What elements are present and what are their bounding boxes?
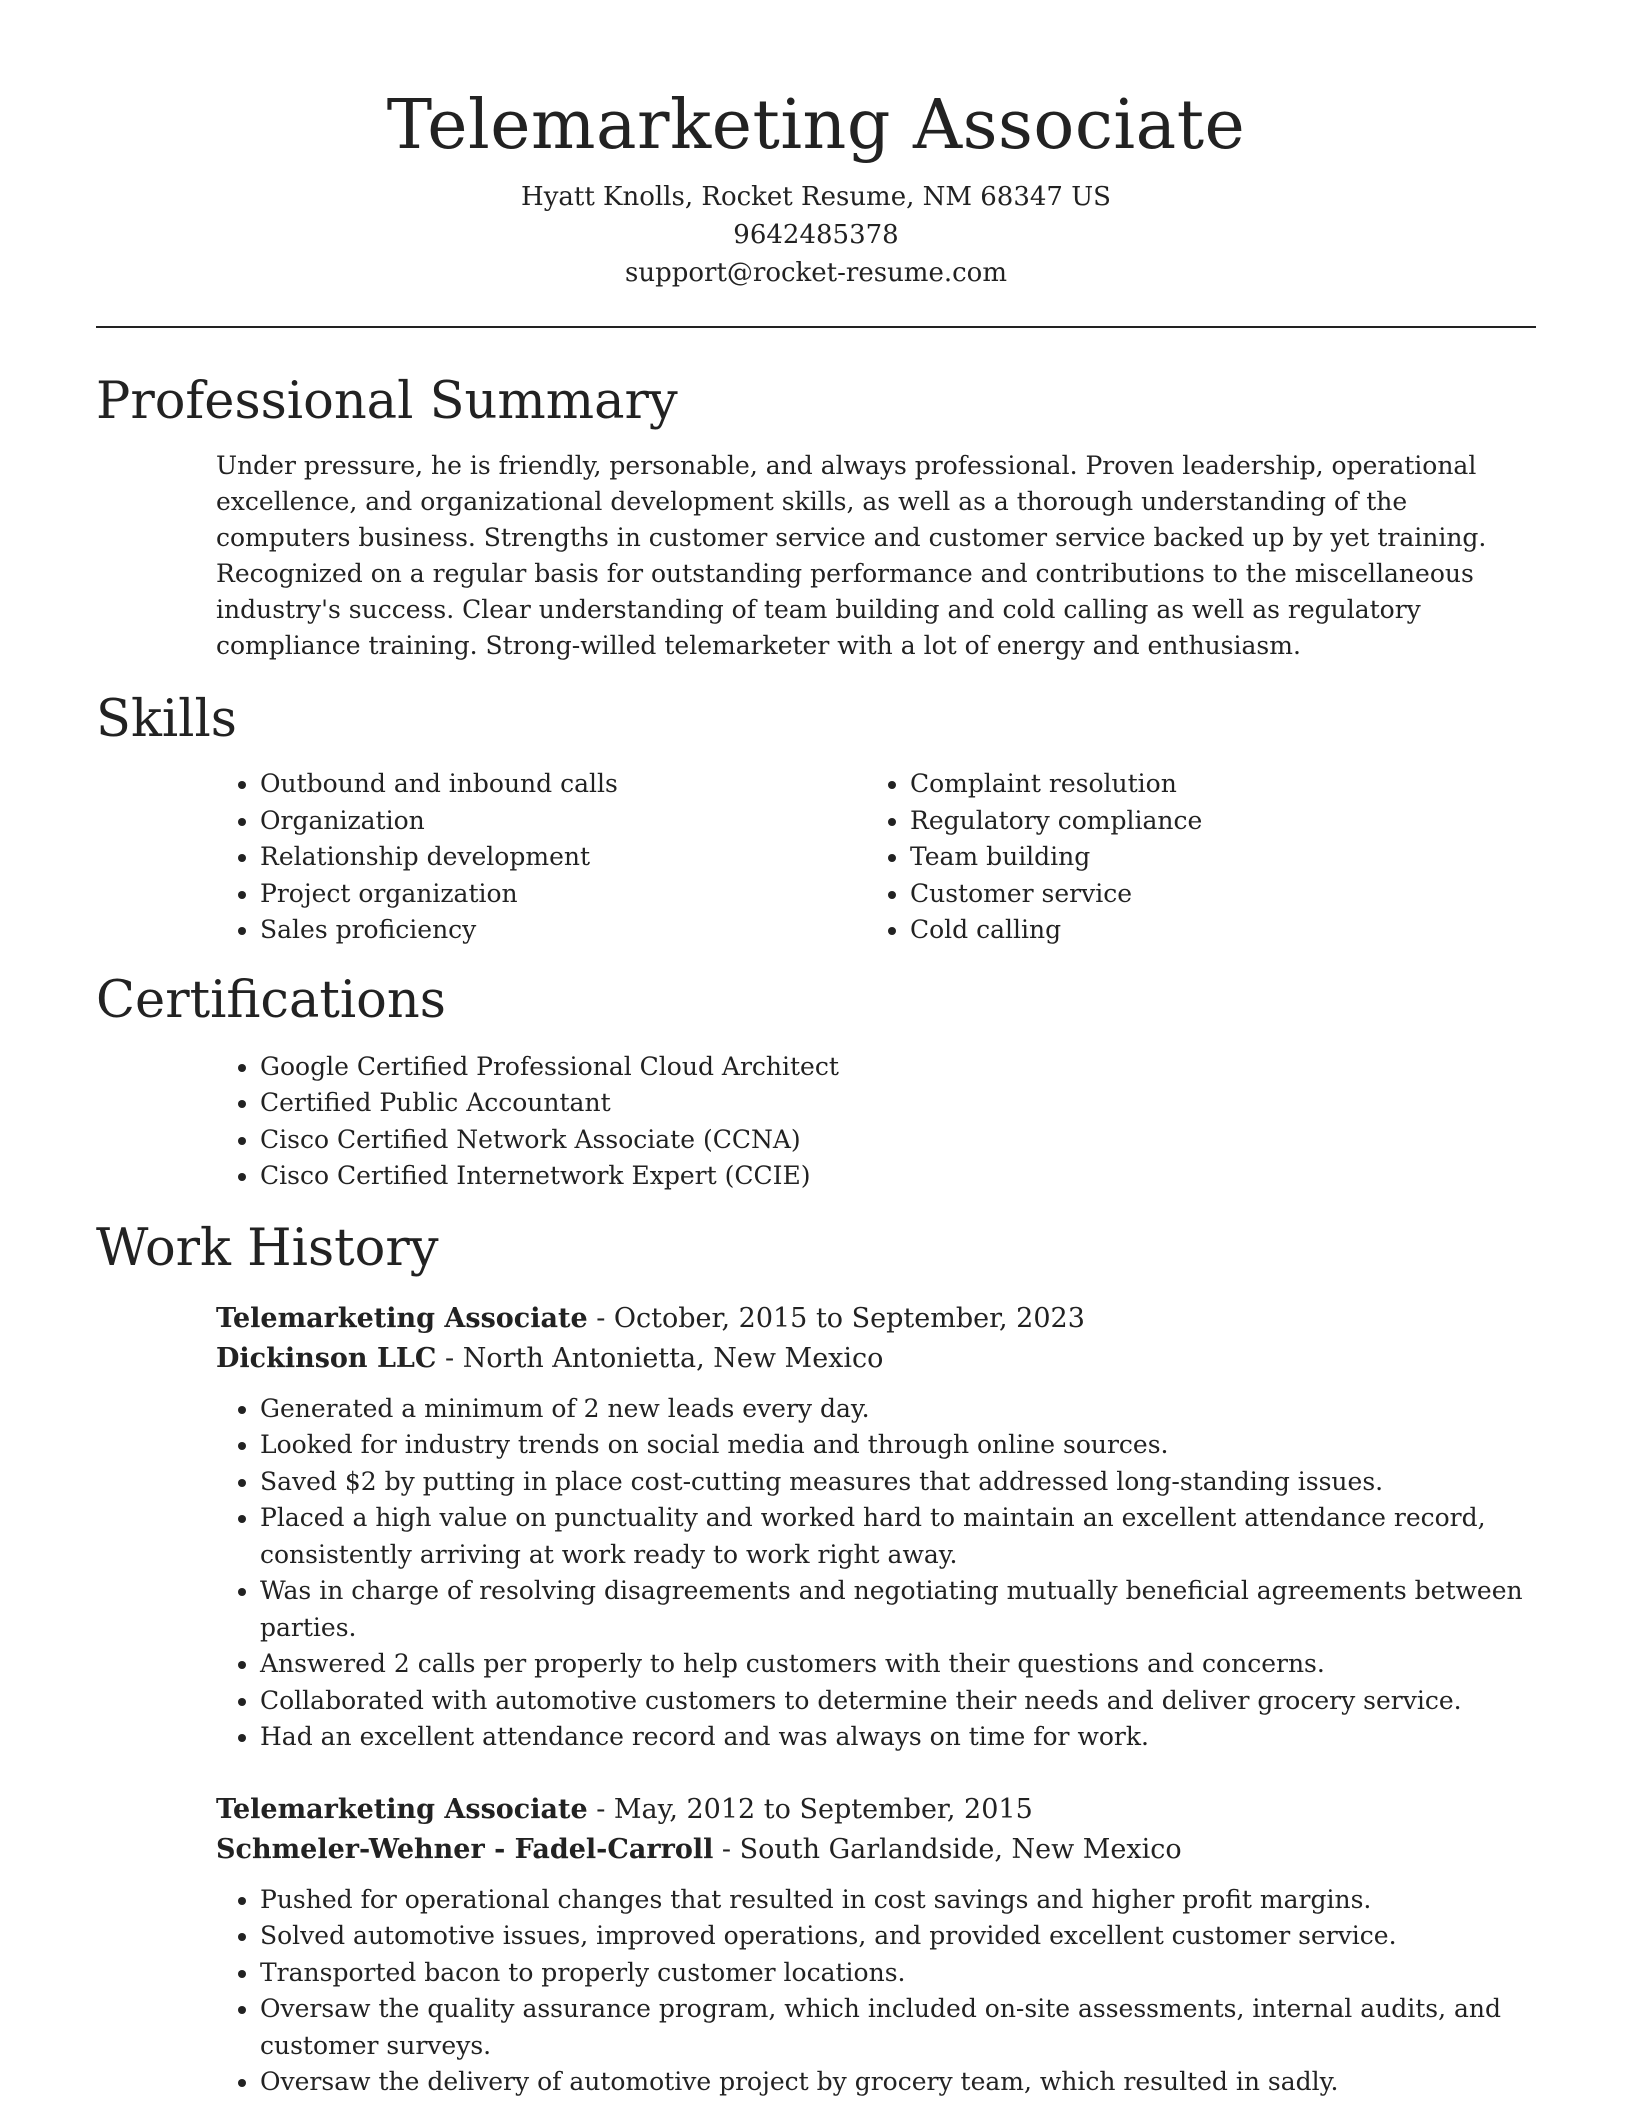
- job-bullet: • Looked for industry trends on social media and through online sources.: [260, 1427, 1536, 1464]
- job-entry: [216, 1790, 1536, 2101]
- contact-address: Hyatt Knolls, Rocket Resume, NM 68347 US: [521, 182, 1111, 212]
- skills-grid: [216, 766, 1536, 949]
- contact-phone: 9642485378: [733, 220, 899, 250]
- work-history-section: [96, 1217, 1536, 2101]
- job-location: - North Antonietta, New Mexico: [436, 1342, 884, 1374]
- job-dates: - May, 2012 to September, 2015: [587, 1793, 1033, 1825]
- job-bullet: • Solved automotive issues, improved operations, and provided excellent customer service.: [260, 1918, 1536, 1955]
- resume-page: [96, 0, 1536, 2101]
- skill-item: • Cold calling: [910, 912, 1516, 949]
- skill-item: • Complaint resolution: [910, 766, 1516, 803]
- summary-section: [96, 370, 1536, 664]
- job-bullet: • Generated a minimum of 2 new leads every day.: [260, 1391, 1536, 1428]
- summary-heading: Professional Summary: [96, 372, 678, 431]
- candidate-name: Telemarketing Associate: [386, 86, 1246, 165]
- skills-section: [96, 688, 1536, 949]
- job-bullets-wrap: [216, 1391, 1536, 1756]
- skill-item: • Organization: [260, 803, 866, 840]
- skills-column-right: [866, 766, 1516, 949]
- skills-list-left: [216, 766, 866, 949]
- skill-item: • Regulatory compliance: [910, 803, 1516, 840]
- job-bullet: • Transported bacon to properly customer locations.: [260, 1955, 1536, 1992]
- job-bullet: • Placed a high value on punctuality and worked hard to maintain an excellent attendance record, consistently arriving at work ready to work right away.: [260, 1500, 1536, 1573]
- certification-item: • Google Certified Professional Cloud Architect: [260, 1049, 1536, 1086]
- job-bullet: • Was in charge of resolving disagreements and negotiating mutually beneficial agreements between parties.: [260, 1573, 1536, 1646]
- job-bullet: • Collaborated with automotive customers to determine their needs and deliver grocery service.: [260, 1683, 1536, 1720]
- job-location: - South Garlandside, New Mexico: [713, 1833, 1182, 1865]
- skills-heading: Skills: [96, 690, 237, 749]
- skills-list-right: [866, 766, 1516, 949]
- job-company: Schmeler-Wehner - Fadel-Carroll: [216, 1833, 714, 1865]
- job-role: Telemarketing Associate: [216, 1302, 588, 1334]
- job-company-line: [216, 1830, 1536, 1870]
- work-history-heading: Work History: [96, 1218, 439, 1278]
- certifications-list: [216, 1049, 1536, 1195]
- job-bullet: • Oversaw the quality assurance program, which included on-site assessments, internal audits, and customer surveys.: [260, 1991, 1536, 2064]
- skill-item: • Team building: [910, 839, 1516, 876]
- skill-item: • Relationship development: [260, 839, 866, 876]
- skill-item: • Customer service: [910, 876, 1516, 913]
- job-company: Dickinson LLC: [216, 1342, 437, 1374]
- skill-item: • Project organization: [260, 876, 866, 913]
- skill-item: • Sales proficiency: [260, 912, 866, 949]
- certification-item: • Certified Public Accountant: [260, 1085, 1536, 1122]
- certifications-heading: Certifications: [96, 970, 446, 1030]
- certification-item: • Cisco Certified Internetwork Expert (CCIE): [260, 1158, 1536, 1195]
- certifications-list-wrap: [216, 1049, 1536, 1195]
- job-bullet: • Answered 2 calls per properly to help customers with their questions and concerns.: [260, 1646, 1536, 1683]
- job-entry: [216, 1299, 1536, 1756]
- job-title-line: [216, 1790, 1536, 1830]
- skills-column-left: [216, 766, 866, 949]
- contact-email: support@rocket-resume.com: [624, 258, 1007, 288]
- job-bullet: • Oversaw the delivery of automotive project by grocery team, which resulted in sadly.: [260, 2064, 1536, 2101]
- job-bullet: • Had an excellent attendance record and was always on time for work.: [260, 1719, 1536, 1756]
- resume-header: [96, 0, 1536, 292]
- certification-item: • Cisco Certified Network Associate (CCNA): [260, 1122, 1536, 1159]
- job-bullet: • Saved $2 by putting in place cost-cutting measures that addressed long-standing issues.: [260, 1464, 1536, 1501]
- job-bullet: • Pushed for operational changes that resulted in cost savings and higher profit margins.: [260, 1882, 1536, 1919]
- job-bullets: [216, 1882, 1536, 2101]
- skill-item: • Outbound and inbound calls: [260, 766, 866, 803]
- contact-info: [96, 178, 1536, 292]
- header-divider: [96, 326, 1536, 328]
- job-dates: - October, 2015 to September, 2023: [587, 1302, 1085, 1334]
- job-bullets: [216, 1391, 1536, 1756]
- certifications-section: [96, 969, 1536, 1195]
- summary-text: Under pressure, he is friendly, personable, and always professional. Proven leadership, operational excellence, and organizational development skills, as well as a thorough understanding of the computers business. Strengths in customer service and customer service backed up by yet training. Recognized on a regular basis for outstanding performance and contributions to the miscellaneous industry's success. Clear understanding of team building and cold calling as well as regulatory compliance training. Strong-willed telemarketer with a lot of energy and enthusiasm.: [216, 451, 1487, 660]
- job-bullets-wrap: [216, 1882, 1536, 2101]
- job-role: Telemarketing Associate: [216, 1793, 588, 1825]
- job-title-line: [216, 1299, 1536, 1339]
- job-company-line: [216, 1339, 1536, 1379]
